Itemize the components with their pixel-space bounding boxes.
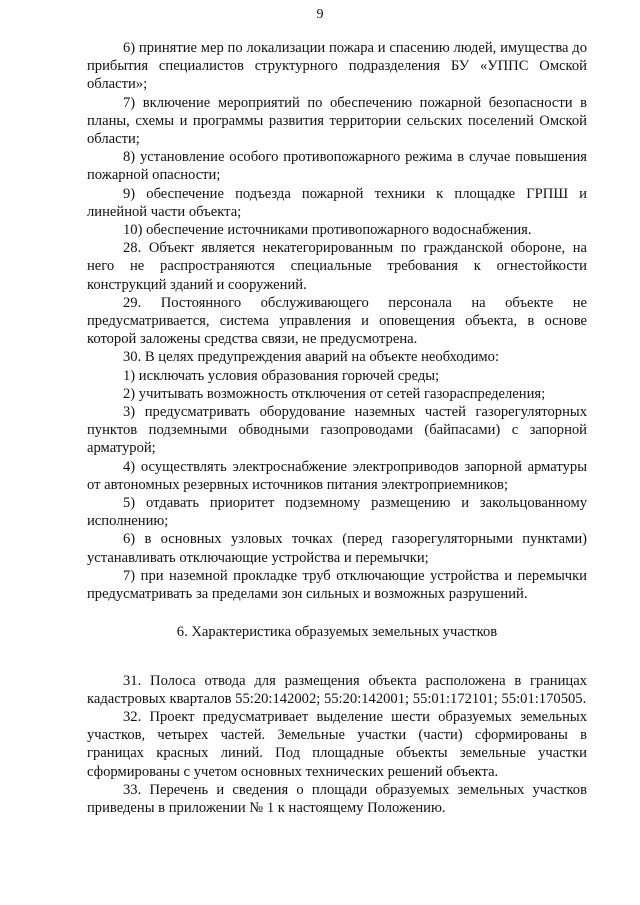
paragraph-29: 29. Постоянного обслуживающего персонала на объекте не предусматривается, система управления и оповещения объекта, в основе которой заложены средства связи, не предусмотрена. — [87, 294, 587, 348]
page-number: 9 — [316, 7, 324, 22]
paragraph-30-item-1: 1) исключать условия образования горючей среды; — [123, 367, 440, 384]
paragraph-30-item-5: 5) отдавать приоритет подземному размещению и закольцованному исполнению; — [87, 495, 587, 530]
paragraph-item-6: 6) принятие мер по локализации пожара и спасению людей, имущества до прибытия специалистов структурного подразделения БУ «УППС Омской области»; — [87, 40, 587, 93]
paragraph-30-item-2: 2) учитывать возможность отключения от сетей газораспределения; — [123, 385, 546, 402]
paragraph-item-8: 8) установление особого противопожарного режима в случае повышения пожарной опасности; — [87, 149, 587, 184]
document-body — [87, 39, 587, 817]
section-heading: 6. Характеристика образуемых земельных участков — [176, 624, 498, 641]
paragraph-32: 32. Проект предусматривает выделение шести образуемых земельных участков, четырех частей. Земельные участки (части) сформированы в границах красных линий. Под площадные объекты земельные участки сформированы с учетом основных технических решений объекта. — [87, 708, 587, 780]
paragraph-30-item-7: 7) при наземной прокладке труб отключающие устройства и перемычки предусматривать за пределами зон сильных и возможных разрушений. — [87, 567, 587, 603]
paragraph-item-9: 9) обеспечение подъезда пожарной техники к площадке ГРПШ и линейной части объекта; — [87, 185, 587, 220]
paragraph-33: 33. Перечень и сведения о площади образуемых земельных участков приведены в приложении № 1 к настоящему Положению. — [87, 781, 587, 816]
paragraph-item-10: 10) обеспечение источниками противопожарного водоснабжения. — [123, 222, 532, 239]
paragraph-30-item-3: 3) предусматривать оборудование наземных частей газорегуляторных пунктов подземными обводными газопроводами (байпасами) с запорной арматурой; — [87, 404, 587, 457]
paragraph-30: 30. В целях предупреждения аварий на объекте необходимо: — [123, 349, 499, 366]
paragraph-item-7: 7) включение мероприятий по обеспечению пожарной безопасности в планы, схемы и программы развития территории сельских поселений Омской области; — [87, 94, 587, 148]
paragraph-30-item-6: 6) в основных узловых точках (перед газорегуляторными пунктами) устанавливать отключающие устройства и перемычки; — [87, 531, 587, 566]
paragraph-28: 28. Объект является некатегорированным по гражданской обороне, на него не распространяются специальные требования к огнестойкости конструкций зданий и сооружений. — [87, 240, 587, 293]
paragraph-31: 31. Полоса отвода для размещения объекта расположена в границах кадастровых кварталов 55:20:142002; 55:20:142001; 55:01:172101; 55:01:170505. — [87, 672, 587, 707]
paragraph-30-item-4: 4) осуществлять электроснабжение электроприводов запорной арматуры от автономных резервных источников питания электроприемников; — [87, 458, 587, 493]
